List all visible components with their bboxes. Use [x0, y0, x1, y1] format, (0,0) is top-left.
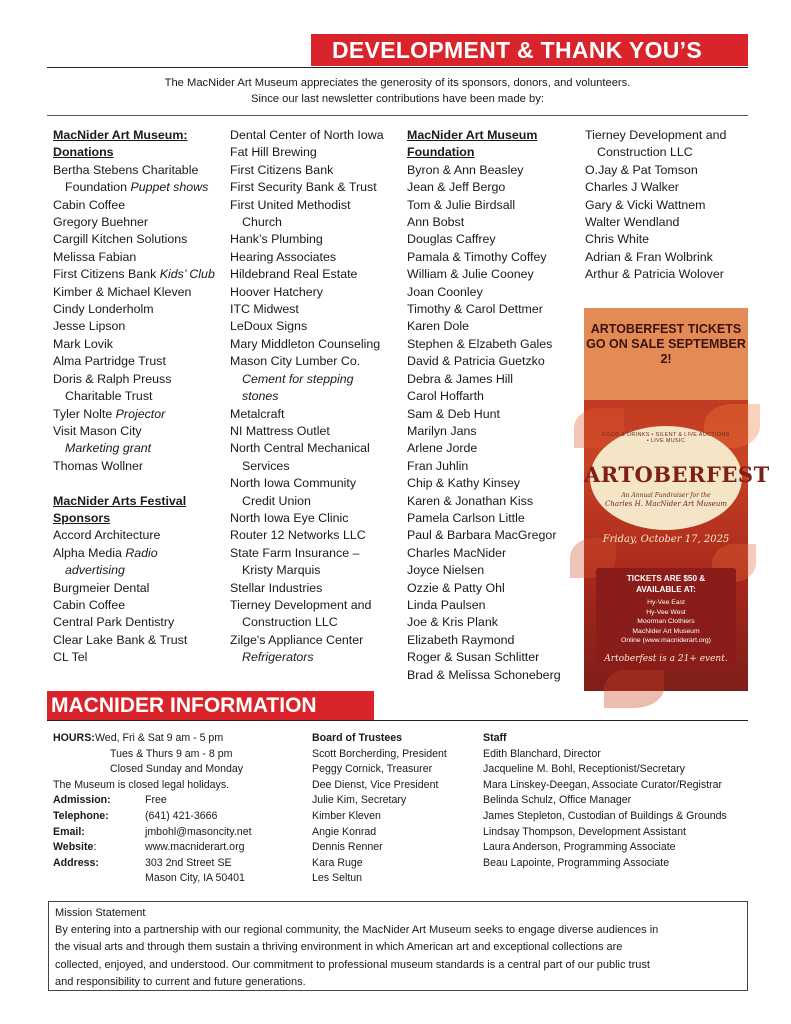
- list-item: Chris White: [585, 232, 650, 247]
- list-item: Charles MacNider: [407, 545, 507, 560]
- list-item: David & Patricia Guetzko: [407, 354, 545, 369]
- section-heading: MacNider Art Museum:: [53, 128, 188, 142]
- list-item: Stellar Industries: [230, 580, 323, 595]
- list-item: Cabin Coffee: [53, 597, 126, 612]
- list-item: Arthur & Patricia Wolover: [585, 267, 724, 282]
- staff: [483, 731, 748, 871]
- section-heading: MacNider Arts Festival: [53, 493, 187, 508]
- list-item: Zilge's Appliance Center: [230, 632, 364, 647]
- list-item: Church: [242, 215, 282, 230]
- list-item: Thomas Wollner: [53, 458, 143, 473]
- section-heading: Foundation: [407, 145, 475, 160]
- legal-holidays: The Museum is closed legal holidays.: [53, 778, 230, 791]
- list-item: Dennis Renner: [312, 841, 383, 854]
- leaf-decoration: [604, 668, 664, 708]
- hours-1: Wed, Fri & Sat 9 am - 5 pm: [95, 732, 224, 744]
- list-item: Melissa Fabian: [53, 249, 137, 264]
- list-item: Les Seltun: [312, 872, 363, 885]
- list-item: Joyce Nielsen: [407, 563, 485, 578]
- list-item: O.Jay & Pat Tomson: [585, 162, 698, 177]
- list-item: Mary Middleton Counseling: [230, 336, 381, 351]
- list-item: First Citizens Bank Kids’ Club: [53, 267, 215, 282]
- list-item: Charles J Walker: [585, 180, 679, 195]
- list-item: Fat Hill Brewing: [230, 145, 317, 160]
- list-item: Construction LLC: [597, 145, 693, 160]
- list-item: Dental Center of North Iowa: [230, 128, 384, 142]
- list-item: William & Julie Cooney: [407, 267, 534, 282]
- list-item: Gregory Buehner: [53, 215, 149, 230]
- list-item: Joan Coonley: [407, 284, 483, 299]
- list-item: Charitable Trust: [65, 389, 153, 404]
- poster-arc-text: FOOD & DRINKS • SILENT & LIVE AUCTIONS • LIVE MUSIC: [602, 432, 730, 444]
- list-item: Byron & Ann Beasley: [407, 162, 524, 177]
- mission-line: and responsibility to current and future generations.: [55, 975, 306, 988]
- list-item: Accord Architecture: [53, 528, 161, 543]
- list-item: Tyler Nolte Projector: [53, 406, 166, 421]
- list-item: North Iowa Eye Clinic: [230, 510, 349, 525]
- list-item: Cindy Londerholm: [53, 302, 154, 317]
- section-heading: Sponsors: [53, 510, 111, 525]
- address-line-1: 303 2nd Street SE: [145, 856, 232, 869]
- email-link[interactable]: jmbohl@masoncity.net: [145, 825, 252, 838]
- list-item: Ann Bobst: [407, 215, 465, 230]
- list-item: Joe & Kris Plank: [407, 615, 498, 630]
- intro-line-1: The MacNider Art Museum appreciates the generosity of its sponsors, donors, and volunteers.: [164, 77, 631, 89]
- address-line-2: Mason City, IA 50401: [145, 872, 245, 885]
- telephone-label: Telephone:: [53, 809, 109, 822]
- list-item: Pamala & Timothy Coffey: [407, 249, 547, 264]
- poster-date: Friday, October 17, 2025: [602, 534, 730, 545]
- section-heading: MacNider Art Museum: [407, 128, 538, 142]
- section-heading: Donations: [53, 145, 114, 160]
- intro-rule: [47, 115, 748, 116]
- list-item: Elizabeth Raymond: [407, 632, 515, 647]
- list-item: Bertha Stebens Charitable: [53, 162, 199, 177]
- list-item: advertising: [65, 563, 125, 578]
- poster-ticket-heading: TICKETS ARE $50 & AVAILABLE AT:: [626, 574, 706, 594]
- list-item: Cabin Coffee: [53, 197, 126, 212]
- hours-2: Tues & Thurs 9 am - 8 pm: [110, 747, 233, 760]
- hours-and-contact: HOURS: Wed, Fri & Sat 9 am - 5 pm Tues & Thurs 9 am - 8 pm Closed Sunday and Monday The Museum is closed legal holidays. Admission: Free Telephone: (641) 421-3666 Email: jmbohl@masoncity.net Website: www.macniderart.org Address: 303 2nd Street SE Mason City, IA 50401: [53, 731, 303, 887]
- list-item: First Security Bank & Trust: [230, 180, 377, 195]
- list-item: James Stepleton, Custodian of Buildings & Grounds: [483, 809, 727, 822]
- list-item: Mason City Lumber Co.: [230, 354, 361, 369]
- list-item: Adrian & Fran Wolbrink: [585, 249, 713, 264]
- list-item: Hank’s Plumbing: [230, 232, 323, 247]
- list-item: Tierney Development and: [230, 597, 372, 612]
- list-item: ITC Midwest: [230, 302, 299, 317]
- list-item: Hildebrand Real Estate: [230, 267, 358, 282]
- hours-3: Closed Sunday and Monday: [110, 763, 244, 776]
- list-item: LeDoux Signs: [230, 319, 308, 334]
- list-item: Carol Hoffarth: [407, 389, 484, 404]
- list-item: Tom & Julie Birdsall: [407, 197, 516, 212]
- list-item: Gary & Vicki Wattnem: [585, 197, 706, 212]
- board-title: Board of Trustees: [312, 732, 403, 744]
- list-item: Fran Juhlin: [407, 458, 469, 473]
- list-item: Edith Blanchard, Director: [483, 747, 601, 760]
- list-item: Services: [242, 458, 290, 473]
- list-item: NI Mattress Outlet: [230, 423, 330, 438]
- list-item: Hearing Associates: [230, 249, 337, 264]
- list-item: Clear Lake Bank & Trust: [53, 632, 188, 647]
- list-item: Kara Ruge: [312, 856, 363, 869]
- list-item: Jacqueline M. Bohl, Receptionist/Secretary: [483, 763, 685, 776]
- list-item: Router 12 Networks LLC: [230, 528, 366, 543]
- address-label: Address:: [53, 856, 99, 869]
- board-list: [312, 747, 477, 887]
- list-item: Ozzie & Patty Ohl: [407, 580, 505, 595]
- list-item: Doris & Ralph Preuss: [53, 371, 172, 386]
- info-title: MACNIDER INFORMATION: [51, 694, 317, 717]
- list-item: Credit Union: [242, 493, 311, 508]
- website-label: Website: [53, 841, 94, 854]
- donations-column: [53, 127, 215, 667]
- info-banner: [47, 691, 374, 720]
- list-item: Mark Lovik: [53, 336, 113, 351]
- list-item: Scott Borcherding, President: [312, 747, 447, 760]
- list-item: Visit Mason City: [53, 423, 142, 438]
- list-item: Angie Konrad: [312, 825, 377, 838]
- poster-locations: Hy-Vee East Hy-Vee West Moorman Clothiers MacNider Art Museum Online (www.macniderart.org): [621, 599, 711, 645]
- header-rule: [47, 67, 748, 68]
- sponsors-column-2: [230, 127, 384, 667]
- list-item: Burgmeier Dental: [53, 580, 150, 595]
- mission-statement-box: [48, 901, 748, 991]
- admission-value: Free: [145, 794, 167, 807]
- list-item: Peggy Cornick, Treasurer: [312, 763, 433, 776]
- list-item: Douglas Caffrey: [407, 232, 496, 247]
- list-item: First Citizens Bank: [230, 162, 334, 177]
- list-item: Marketing grant: [65, 441, 152, 456]
- list-item: Kristy Marquis: [242, 563, 321, 578]
- list-item: Stephen & Elzabeth Gales: [407, 336, 553, 351]
- foundation-column: [407, 127, 561, 684]
- page-title: DEVELOPMENT & THANK YOU’S: [332, 37, 702, 63]
- list-item: Foundation Puppet shows: [65, 180, 209, 195]
- list-item: Tierney Development and: [585, 128, 727, 142]
- poster-subtitle: An Annual Fundraiser for the Charles H. MacNider Art Museum: [605, 492, 727, 508]
- list-item: State Farm Insurance –: [230, 545, 360, 560]
- mission-line: By entering into a partnership with our regional community, the MacNider Art Museum seeks to engage diverse audiences in: [55, 924, 659, 937]
- foundation-list: [407, 162, 561, 684]
- list-item: Sam & Deb Hunt: [407, 406, 500, 421]
- list-item: Walter Wendland: [585, 215, 680, 230]
- list-item: Chip & Kathy Kinsey: [407, 476, 520, 491]
- list-item: Construction LLC: [242, 615, 338, 630]
- list-item: Linda Paulsen: [407, 597, 486, 612]
- list-item: Debra & James Hill: [407, 371, 514, 386]
- list-item: First United Methodist: [230, 197, 351, 212]
- list-item: Dee Dienst, Vice President: [312, 778, 439, 791]
- list-item: Laura Anderson, Programming Associate: [483, 841, 676, 854]
- list-item: Mara Linskey-Deegan, Associate Curator/Registrar: [483, 778, 723, 791]
- list-item: Kimber & Michael Kleven: [53, 284, 192, 299]
- telephone-value[interactable]: (641) 421-3666: [145, 809, 218, 822]
- list-item: Karen Dole: [407, 319, 469, 334]
- list-item: Cement for stepping: [242, 371, 354, 386]
- staff-list: [483, 747, 748, 872]
- list-item: Metalcraft: [230, 406, 285, 421]
- list-item: Central Park Dentistry: [53, 615, 175, 630]
- mission-line: the visual arts and through them sustain a thriving environment in which American art and exceptional collections are: [55, 941, 623, 954]
- email-label: Email:: [53, 825, 85, 838]
- list-item: North Iowa Community: [230, 476, 357, 491]
- admission-label: Admission:: [53, 794, 111, 807]
- hours-label: HOURS:: [53, 732, 95, 744]
- board-of-trustees: [312, 731, 477, 887]
- list-item: Brad & Melissa Schoneberg: [407, 667, 561, 682]
- list-item: Jean & Jeff Bergo: [407, 180, 506, 195]
- list-item: stones: [242, 389, 279, 404]
- list-item: Jesse Lipson: [53, 319, 126, 334]
- artoberfest-poster: [584, 308, 770, 691]
- list-item: Marilyn Jans: [407, 423, 477, 438]
- foundation-column-continued: [585, 127, 726, 284]
- list-item: Kimber Kleven: [312, 809, 381, 822]
- poster-headline: ARTOBERFEST TICKETS GO ON SALE SEPTEMBER 2!: [586, 322, 746, 366]
- intro-line-2: Since our last newsletter contributions have been made by:: [251, 93, 544, 105]
- mission-line: collected, enjoyed, and understood. Our commitment to professional museum standards is a central part of our public trust: [55, 958, 650, 971]
- list-item: Beau Lapointe, Programming Associate: [483, 856, 670, 869]
- list-item: North Central Mechanical: [230, 441, 370, 456]
- list-item: Pamela Carlson Little: [407, 510, 525, 525]
- list-item: Arlene Jorde: [407, 441, 478, 456]
- list-item: Alpha Media Radio: [53, 545, 158, 560]
- staff-title: Staff: [483, 732, 507, 744]
- list-item: Refrigerators: [242, 650, 314, 665]
- list-item: Belinda Schulz, Office Manager: [483, 794, 632, 807]
- list-item: Julie Kim, Secretary: [312, 794, 407, 807]
- list-item: Timothy & Carol Dettmer: [407, 302, 543, 317]
- list-item: Hoover Hatchery: [230, 284, 323, 299]
- list-item: Lindsay Thompson, Development Assistant: [483, 825, 686, 838]
- list-item: Roger & Susan Schlitter: [407, 650, 540, 665]
- website-link[interactable]: www.macniderart.org: [145, 841, 245, 854]
- poster-footer: Artoberfest is a 21+ event.: [604, 654, 728, 664]
- page-title-banner: [311, 34, 748, 66]
- list-item: CL Tel: [53, 650, 88, 665]
- info-rule: [47, 720, 748, 721]
- list-item: Cargill Kitchen Solutions: [53, 232, 188, 247]
- list-item: Karen & Jonathan Kiss: [407, 493, 534, 508]
- mission-title: Mission Statement: [55, 907, 146, 919]
- list-item: Alma Partridge Trust: [53, 354, 166, 369]
- list-item: Paul & Barbara MacGregor: [407, 528, 557, 543]
- poster-brand: ARTOBERFEST: [584, 462, 770, 487]
